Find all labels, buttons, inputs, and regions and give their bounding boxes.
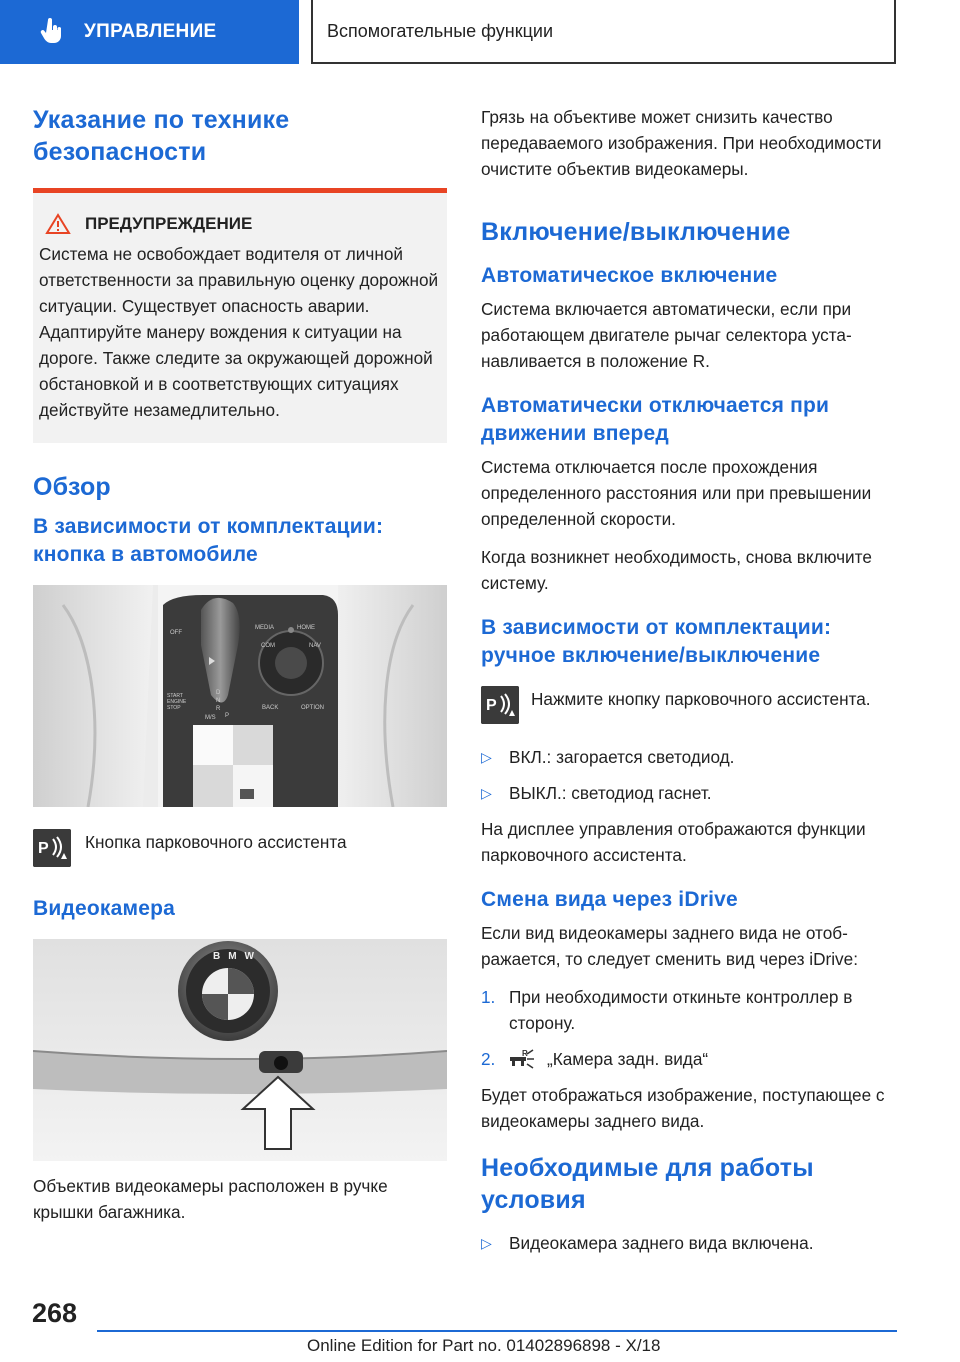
console-photo bbox=[33, 585, 447, 807]
console-option-label: OPTION bbox=[301, 705, 325, 711]
idrive-title: Смена вида через iDrive bbox=[481, 888, 738, 911]
list-item: ▷ ВЫКЛ.: светодиод гаснет. bbox=[481, 780, 901, 806]
warning-triangle-icon bbox=[45, 213, 71, 235]
onoff-title: Включение/выключение bbox=[481, 218, 791, 246]
led-bullets bbox=[481, 744, 901, 806]
chapter-tab[interactable] bbox=[0, 0, 299, 64]
after-text: Будет отображаться изображение, поступающее с видеокамеры заднего вида. bbox=[481, 1085, 885, 1131]
camera-caption: Объектив видеокамеры расположен в ручке крышки багажника. bbox=[33, 1176, 388, 1222]
console-back-label: BACK bbox=[262, 705, 279, 711]
idrive-steps bbox=[481, 984, 901, 1072]
left-column bbox=[33, 104, 447, 1225]
lens-text: Грязь на объективе может снизить качество передаваемого изображения. При необходимости очистите объектив видеокамеры. bbox=[481, 107, 882, 179]
camera-subtitle: Видеокамера bbox=[33, 897, 176, 920]
console-nav-label: NAV bbox=[309, 643, 321, 649]
svg-text:P: P bbox=[38, 840, 49, 857]
page-header bbox=[0, 0, 960, 66]
warning-label: ПРЕДУПРЕЖДЕНИЕ bbox=[85, 214, 253, 233]
overview-title: Обзор bbox=[33, 473, 111, 501]
manual-row bbox=[481, 686, 901, 724]
console-gear-p-label: P bbox=[225, 713, 230, 719]
triangle-bullet-icon: ▷ bbox=[481, 749, 492, 765]
rear-camera-icon bbox=[509, 1048, 535, 1070]
console-gear-d-label: D bbox=[216, 690, 221, 696]
requirements-list bbox=[481, 1230, 901, 1256]
park-assist-icon bbox=[481, 686, 519, 724]
chapter-label: УПРАВЛЕНИЕ bbox=[84, 21, 217, 42]
warning-text: Система не освобождает водителя от личной ответственности за правильную оценку дорожной ситуации. Существует опасность аварии. Адаптируйте манеру вождения к ситуации на дороге. Также следите за окружающей дорожной обстановкой и в соответствующих ситуациях действуйте незамедлительно. bbox=[39, 244, 439, 420]
section-header bbox=[311, 0, 896, 64]
console-media-label: MEDIA bbox=[255, 625, 275, 631]
footer-edition: Online Edition for Part no. 01402896898 - X/18 bbox=[307, 1336, 661, 1355]
console-off-label: OFF bbox=[170, 630, 182, 636]
console-gear-r-label: R bbox=[216, 706, 221, 712]
manual-title: В зависимости от комплектации: ручное включение/выключение bbox=[481, 616, 832, 667]
page-number: 268 bbox=[32, 1298, 78, 1328]
button-subtitle: В зависимости от комплектации: кнопка в автомобиле bbox=[33, 515, 384, 566]
svg-text:P: P bbox=[486, 697, 497, 714]
console-home-label: HOME bbox=[297, 625, 315, 631]
safety-title: Указание по технике безопасности bbox=[33, 106, 290, 166]
list-item: ▷ ВКЛ.: загорается светодиод. bbox=[481, 744, 901, 770]
requirements-title: Необходимые для работы условия bbox=[481, 1154, 814, 1214]
triangle-bullet-icon: ▷ bbox=[481, 785, 492, 801]
list-item: 1. При необходимости откиньте контроллер в сторону. bbox=[481, 987, 853, 1033]
section-label: Вспомогательные функции bbox=[327, 20, 554, 41]
auto-off-text-1: Система отключается после прохождения определенного расстояния или при превышении определенной скорости. bbox=[481, 457, 872, 529]
warning-box bbox=[33, 188, 447, 443]
right-column bbox=[481, 104, 901, 1256]
auto-on-title: Автоматическое включение bbox=[481, 264, 778, 287]
manual-text: Нажмите кнопку парковочного ассистента. bbox=[531, 689, 871, 709]
list-item: ▷ Видеокамера заднего вида включена. bbox=[481, 1230, 901, 1256]
auto-off-title: Автоматически отключается при движении вперед bbox=[481, 394, 830, 445]
camera-photo bbox=[33, 939, 447, 1161]
auto-on-text: Система включается автоматически, если при работающем двигателе рычаг селектора устанавливается в положение R. bbox=[481, 299, 852, 371]
triangle-bullet-icon: ▷ bbox=[481, 1235, 492, 1251]
button-caption: Кнопка парковочного ассистента bbox=[85, 832, 347, 852]
button-caption-row bbox=[33, 829, 447, 867]
console-gear-n-label: N bbox=[216, 698, 221, 704]
console-com-label: COM bbox=[261, 643, 275, 649]
hand-pointer-icon bbox=[40, 18, 64, 46]
list-item: 2. R „Камера задн. вида“ bbox=[481, 1049, 709, 1069]
display-text: На дисплее управления отображаются функции парковочного ассистента. bbox=[481, 819, 866, 865]
bmw-logo-text: BMW bbox=[213, 951, 262, 962]
footer-divider bbox=[97, 1330, 897, 1332]
park-assist-icon bbox=[33, 829, 71, 867]
console-start-label: START ENGINE STOP bbox=[167, 693, 187, 711]
console-gear-m-label: M/S bbox=[205, 715, 216, 721]
auto-off-text-2: Когда возникнет необходимость, снова включите систему. bbox=[481, 547, 872, 593]
svg-text:R: R bbox=[522, 1049, 528, 1058]
idrive-text: Если вид видеокамеры заднего вида не отображается, то следует сменить вид через iDrive: bbox=[481, 923, 858, 969]
